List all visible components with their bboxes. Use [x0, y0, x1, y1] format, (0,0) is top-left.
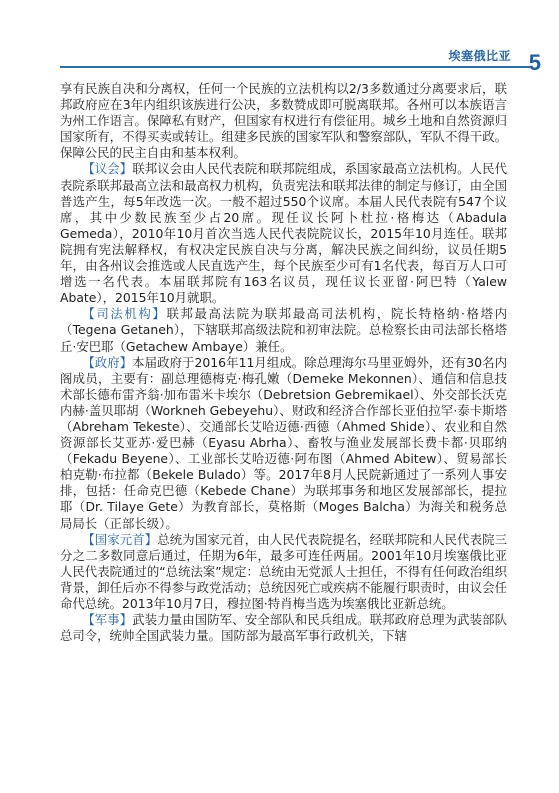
paragraph-constitution-cont — [60, 81, 507, 161]
body-text — [60, 81, 507, 781]
paragraph-text: 武装力量由国防军、安全部队和民兵组成。联邦政府总理为武装部队总司令，统帅全国武装力量。国防部为最高军事行政机关，下辖 — [60, 612, 507, 644]
section-tag-head-of-state: 【国家元首】 — [82, 531, 158, 547]
paragraph-head-of-state — [60, 532, 507, 612]
paragraph-military — [60, 612, 507, 644]
paragraph-text: 总统为国家元首，由人民代表院提名，经联邦院和人民代表院三分之二多数同意后通过，任期为6年，最多可连任两届。2001年10月埃塞俄比亚人民代表院通过的“总统法案”规定：总统由无党派人士担任，不得有任何政治组织背景，卸任后亦不得参与政党活动；总统因死亡或疾病不能履行职责时，由议会任命代总统。2013年10月7日，穆拉图·特肖梅当选为埃塞俄比亚新总统。 — [60, 531, 507, 611]
paragraph-text: 本届政府于2016年11月组成。除总理海尔马里亚姆外，还有30名内阁成员，主要有：副总理德梅克·梅孔嫩（Demeke Mekonnen）、通信和信息技术部长德布雷齐翁·加布雷米卡埃尔（Debretsion Gebremikael）、外交部长沃克内赫·盖贝耶胡（Workneh Gebeyehu）、财政和经济合作部长亚伯拉罕·泰卡斯塔（Abreham Tekeste）、交通部长艾哈迈德·西德（Ahmed Shide）、农业和自然资源部长艾亚苏·爱巴赫（Eyasu Abrha）、畜牧与渔业发展部长费卡都·贝耶纳（Fekadu Beyene）、工业部长艾哈迈德·阿布图（Ahmed Abitew）、贸易部长柏克勒·布拉都（Bekele Bulado）等。2017年8月人民院新通过了一系列人事安排，包括：任命克巴德（Kebede Chane）为联邦事务和地区发展部部长，提拉耶（Dr. Tilaye Gete）为教育部长，莫格斯（Moges Balcha）为海关和税务总局局长（正部长级）。 — [60, 354, 507, 531]
paragraph-government — [60, 355, 507, 532]
page-header — [0, 0, 559, 78]
running-header-title: 埃塞俄比亚 — [448, 49, 511, 63]
paragraph-parliament — [60, 161, 507, 306]
header-rule — [60, 66, 530, 68]
section-tag-judiciary: 【司法机构】 — [82, 306, 167, 322]
section-tag-military: 【军事】 — [82, 612, 133, 628]
page-number: 5 — [528, 50, 541, 75]
paragraph-judiciary — [60, 306, 507, 354]
paragraph-text: 联邦最高法院为联邦最高司法机构，院长特格纳·格塔内（Tegena Getaneh），下辖联邦高级法院和初审法院。总检察长由司法部长格塔丘·安巴耶（Getachew Ambaye）兼任。 — [60, 306, 507, 354]
section-tag-parliament: 【议会】 — [82, 161, 133, 177]
paragraph-text: 联邦议会由人民代表院和联邦院组成，系国家最高立法机构。人民代表院系联邦最高立法和最高权力机构，负责宪法和联邦法律的制定与修订，由全国普选产生，每5年改选一次。一般不超过550个议席。本届人民代表院有547个议席，其中少数民族至少占20席。现任议长阿卜杜拉·格梅达（Abadula Gemeda），2010年10月首次当选人民代表院院议长，2015年10月连任。联邦院拥有宪法解释权，有权决定民族自决与分离，解决民族之间纠纷，议员任期5年，由各州议会推选或人民直选产生，每个民族至少可有1名代表，每百万人口可增选一名代表。本届联邦院有163名议员，现任议长亚留·阿巴特（Yalew Abate），2015年10月就职。 — [60, 161, 507, 306]
section-tag-government: 【政府】 — [82, 354, 133, 370]
paragraph-text: 享有民族自决和分离权，任何一个民族的立法机构以2/3多数通过分离要求后，联邦政府应在3年内组织该族进行公决，多数赞成即可脱离联邦。各州可以本族语言为州工作语言。保障私有财产，但国家有权进行有偿征用。城乡土地和自然资源归国家所有，不得买卖或转让。组建多民族的国家军队和警察部队，军队不得干政。保障公民的民主自由和基本权利。 — [60, 81, 507, 161]
